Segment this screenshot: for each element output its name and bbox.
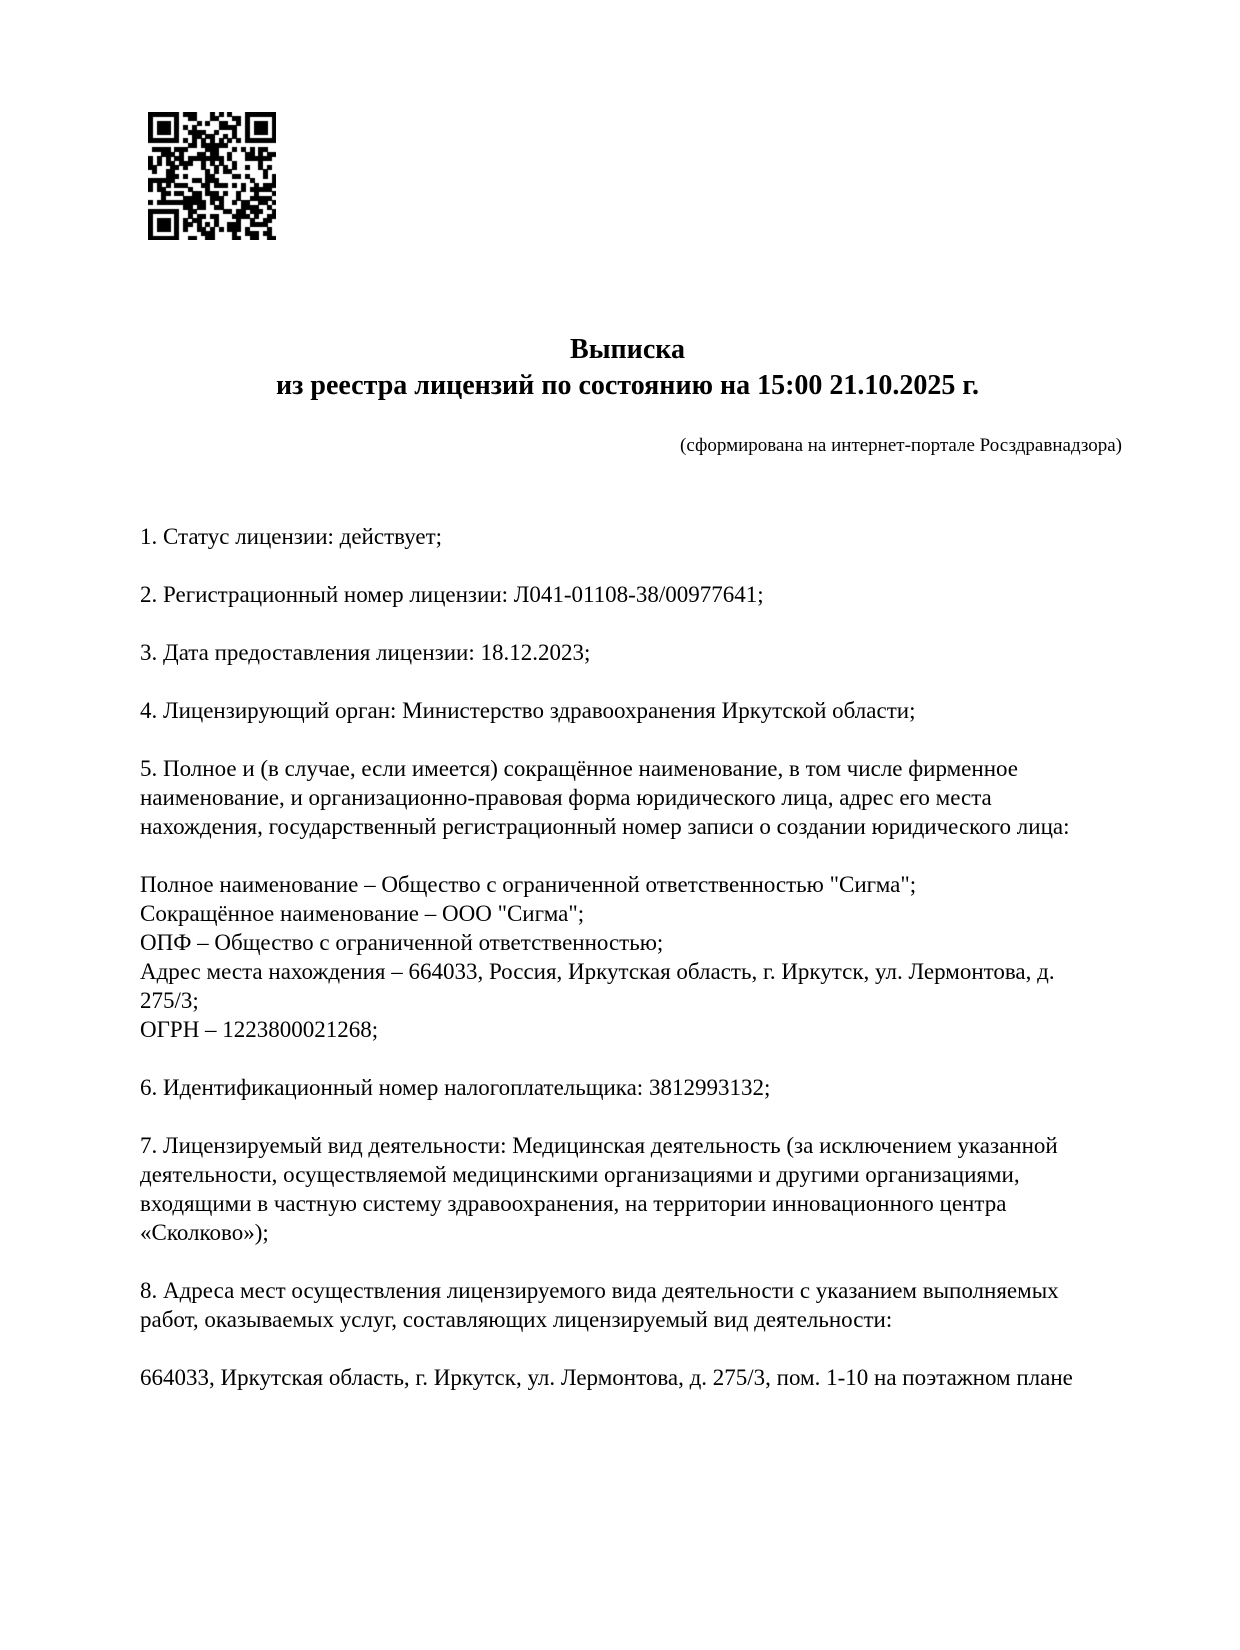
document-body	[140, 522, 1115, 1421]
document-subtitle: (сформирована на интернет-портале Росздравнадзора)	[680, 435, 1122, 456]
line-full-name: Полное наименование – Общество с ограниченной ответственностью "Сигма";	[140, 872, 917, 897]
line-ogrn: ОГРН – 1223800021268;	[140, 1017, 379, 1042]
document-title	[140, 332, 1115, 404]
line-legal-address: Адрес места нахождения – 664033, Россия, Иркутская область, г. Иркутск, ул. Лермонтова, д. 275/3;	[140, 959, 1055, 1013]
paragraph-license-date: 3. Дата предоставления лицензии: 18.12.2023;	[140, 640, 591, 665]
paragraph-activity-address: 664033, Иркутская область, г. Иркутск, ул. Лермонтова, д. 275/3, пом. 1-10 на поэтажном плане	[140, 1365, 1073, 1390]
line-short-name: Сокращённое наименование – ООО "Сигма";	[140, 901, 585, 926]
qr-code	[148, 112, 276, 240]
paragraph-inn: 6. Идентификационный номер налогоплательщика: 3812993132;	[140, 1075, 771, 1100]
paragraph-registration-number: 2. Регистрационный номер лицензии: Л041-01108-38/00977641;	[140, 582, 764, 607]
paragraph-company-details	[140, 870, 1115, 1044]
qr-code-image	[148, 112, 276, 240]
paragraph-legal-entity-heading: 5. Полное и (в случае, если имеется) сокращённое наименование, в том числе фирменное наименование, и организационно-правовая форма юридического лица, адрес его места нахождения, государственный регистрационный номер записи о создании юридического лица:	[140, 756, 1070, 839]
paragraph-license-status: 1. Статус лицензии: действует;	[140, 524, 443, 549]
line-legal-form: ОПФ – Общество с ограниченной ответственностью;	[140, 930, 664, 955]
paragraph-activity-addresses-heading: 8. Адреса мест осуществления лицензируемого вида деятельности с указанием выполняемых работ, оказываемых услуг, составляющих лицензируемый вид деятельности:	[140, 1278, 1059, 1332]
paragraph-licensed-activity: 7. Лицензируемый вид деятельности: Медицинская деятельность (за исключением указанной деятельности, осуществляемой медицинскими организациями и другими организациями, входящими в частную систему здравоохранения, на территории инновационного центра «Сколково»);	[140, 1133, 1058, 1245]
paragraph-licensing-authority: 4. Лицензирующий орган: Министерство здравоохранения Иркутской области;	[140, 698, 916, 723]
title-line-1: Выписка	[570, 334, 685, 365]
title-line-2: из реестра лицензий по состоянию на 15:00 21.10.2025 г.	[276, 370, 979, 401]
